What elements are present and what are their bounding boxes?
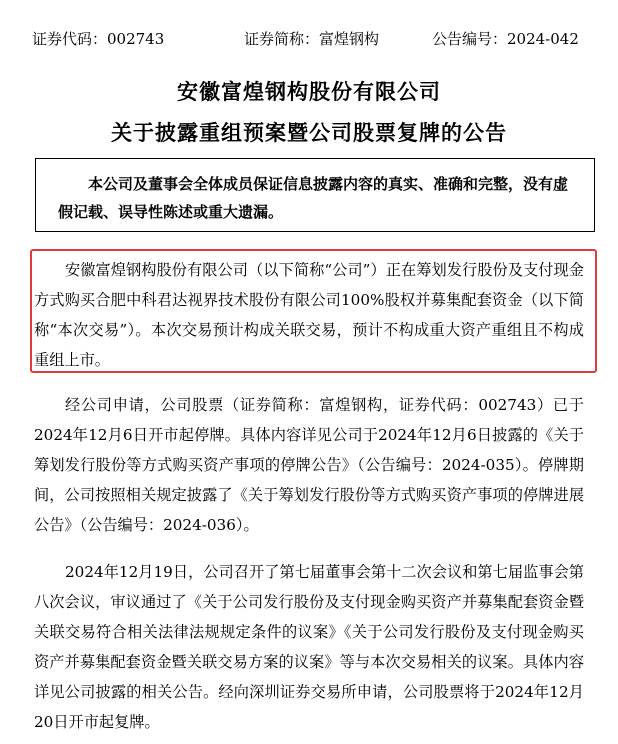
disclaimer-box — [35, 158, 595, 232]
disclaimer-text: 本公司及董事会全体成员保证信息披露内容的真实、准确和完整，没有虚假记载、误导性陈述或重大遗漏。 — [58, 175, 569, 221]
paragraph-transaction-overview: 安徽富煌钢构股份有限公司（以下简称“公司”）正在筹划发行股份及支付现金方式购买合肥中科君达视界技术股份有限公司100%股权并募集配套资金（以下简称“本次交易”）。本次交易预计构成关联交易，预计不构成重大资产重组且不构成重组上市。 — [34, 261, 584, 369]
stock-short-name-label: 证券简称：富煌钢构 — [244, 30, 380, 48]
announcement-title: 关于披露重组预案暨公司股票复牌的公告 — [111, 120, 507, 145]
company-title: 安徽富煌钢构股份有限公司 — [177, 79, 441, 104]
stock-code-label: 证券代码：002743 — [32, 30, 165, 48]
document-header — [32, 28, 592, 52]
announcement-number-label: 公告编号：2024-042 — [432, 30, 579, 48]
paragraph-trading-resumption: 2024年12月19日，公司召开了第七届董事会第十二次会议和第七届监事会第八次会议，审议通过了《关于公司发行股份及支付现金购买资产并募集配套资金暨关联交易符合相关法律法规规定条件的议案》《关于公司发行股份及支付现金购买资产并募集配套资金暨关联交易方案的议案》等与本次交易相关的议案。具体内容详见公司披露的相关公告。经向深圳证券交易所申请，公司股票将于2024年12月20日开市起复牌。 — [34, 563, 584, 731]
paragraph-trading-halt: 经公司申请，公司股票（证券简称：富煌钢构，证券代码：002743）已于2024年12月6日开市起停牌。具体内容详见公司于2024年12月6日披露的《关于筹划发行股份等方式购买资产事项的停牌公告》（公告编号：2024-035）。停牌期间，公司按照相关规定披露了《关于筹划发行股份等方式购买资产事项的停牌进展公告》（公告编号：2024-036）。 — [34, 396, 584, 534]
